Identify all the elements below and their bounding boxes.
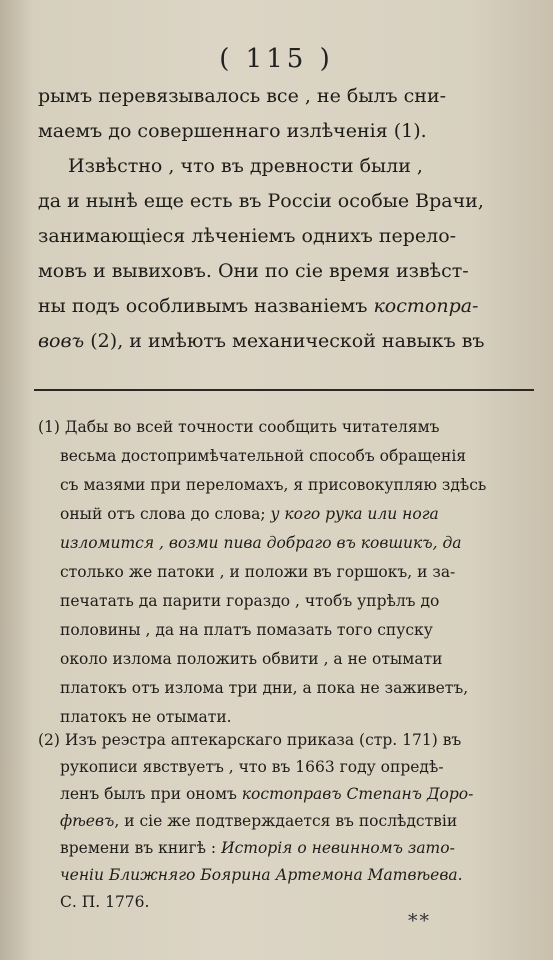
signature-mark: ** [408, 910, 431, 932]
footnote-line: съ мазями при переломахъ, я присовокупляю здѣсь [60, 476, 487, 494]
text-line [38, 295, 478, 317]
text-segment: , и сіе же подтверждается въ послѣдствіи [114, 812, 458, 830]
footnote-line: платокъ не отымати. [60, 708, 232, 726]
footnote-line: столько же патоки , и положи въ горшокъ, и за- [60, 563, 456, 581]
text-segment: ленъ былъ при ономъ [60, 785, 242, 803]
text-segment: оный отъ слова до слова; [60, 505, 266, 523]
footnote-line [60, 839, 455, 857]
footnote-line: изломится , возми пива добраго въ ковшикъ, да [60, 534, 462, 552]
text-segment: (2), и имѣютъ механической навыкъ въ [84, 330, 485, 352]
text-segment: времени въ книгѣ : [60, 839, 222, 857]
footnote-line [60, 812, 457, 830]
page-number: ( 115 ) [219, 44, 334, 74]
footnote-line: половины , да на платъ помазать того спуску [60, 621, 433, 639]
text-line: мовъ и вывиховъ. Они по сіе время извѣст- [38, 260, 469, 282]
footnote-line: (1) Дабы во всей точности сообщить читателямъ [38, 418, 440, 436]
italic-quote: у кого рука или нога [265, 505, 439, 523]
italic-term: фѣевъ [60, 812, 115, 830]
text-line [38, 330, 485, 352]
footnote-divider [34, 389, 534, 391]
footnote-line: весьма достопримѣчательной способъ обращенія [60, 447, 467, 465]
text-line: Извѣстно , что въ древности были , [68, 155, 423, 177]
text-line: занимающіеся лѣченіемъ однихъ перело- [38, 225, 457, 247]
footnote-line: печатать да парити гораздо , чтобъ упрѣлъ до [60, 592, 440, 610]
text-line: да и нынѣ еще есть въ Россіи особые Врачи, [38, 190, 484, 212]
footnote-line [60, 505, 439, 523]
italic-term: костоправъ Степанъ Доро- [241, 785, 474, 803]
footnote-line: платокъ отъ излома три дни, а пока не заживетъ, [60, 679, 469, 697]
footnote-line [60, 785, 473, 803]
italic-term: вовъ [38, 330, 85, 352]
italic-term: костопра- [373, 295, 479, 317]
footnote-line: С. П. 1776. [60, 893, 150, 911]
footnote-line: (2) Изъ реэстра аптекарскаго приказа (стр. 171) въ [38, 731, 462, 749]
footnote-line: около излома положить обвити , а не отымати [60, 650, 443, 668]
italic-title: Исторія о невинномъ зато- [221, 839, 455, 857]
text-segment: ны подъ особливымъ названіемъ [38, 295, 374, 317]
footnote-line: рукописи явствуетъ , что въ 1663 году опредѣ- [60, 758, 444, 776]
footnote-line: ченіи Ближняго Боярина Артемона Матвѣева. [60, 866, 463, 884]
text-line: маемъ до совершеннаго излѣченія (1). [38, 120, 427, 142]
text-line: рымъ перевязывалось все , не былъ сни- [38, 85, 447, 107]
